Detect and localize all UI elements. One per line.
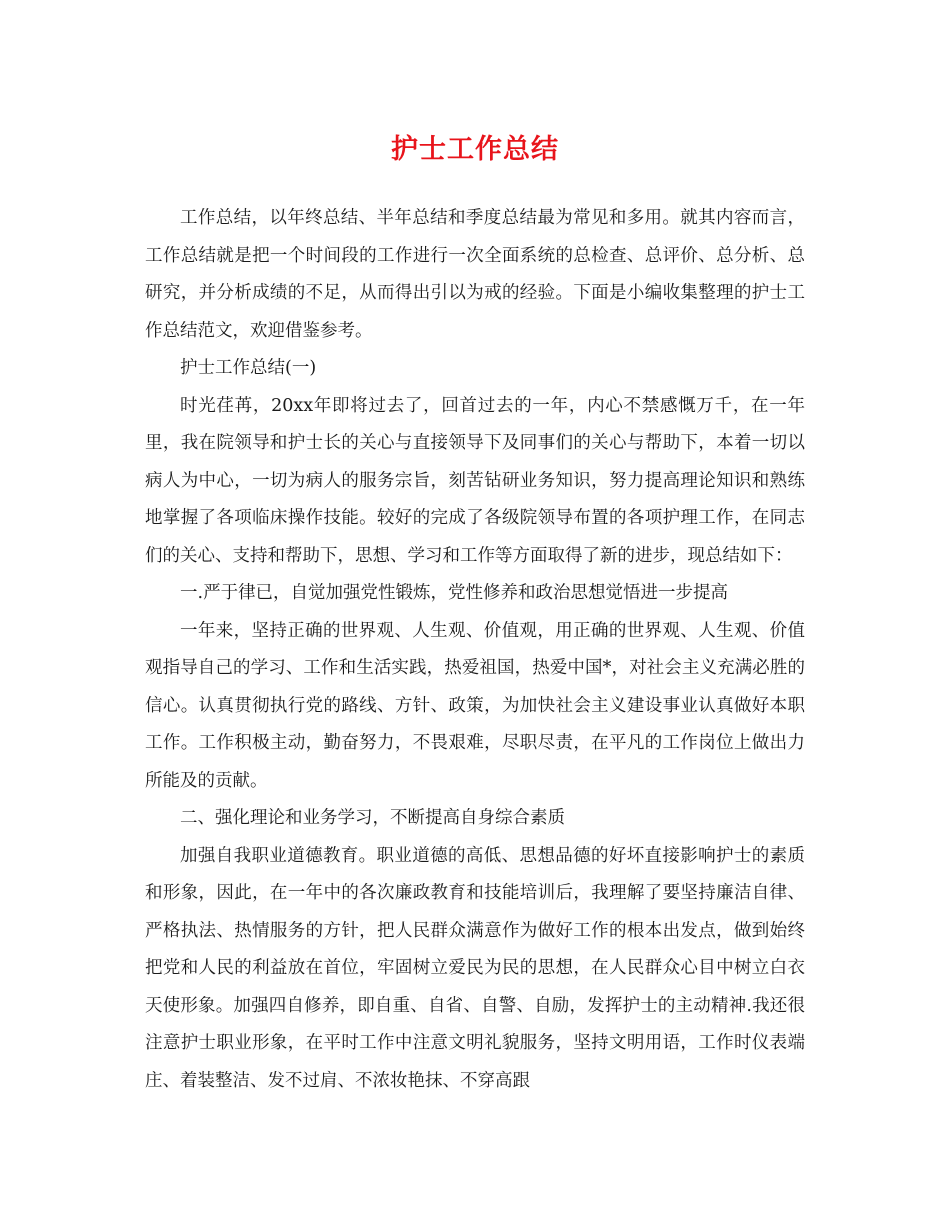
paragraph-section-2: 加强自我职业道德教育。职业道德的高低、思想品德的好坏直接影响护士的素质和形象，因此，在一年中的各次廉政教育和技能培训后，我理解了要坚持廉洁自律、严格执法、热情服务的方针，把人民群众满意作为做好工作的根本出发点，做到始终把党和人民的利益放在首位，牢固树立爱民为民的思想，在人民群众心目中树立白衣天使形象。加强四自修养，即自重、自省、自警、自励，发挥护士的主动精神.我还很注意护士职业形象，在平时工作中注意文明礼貌服务，坚持文明用语，工作时仪表端庄、着装整洁、发不过肩、不浓妆艳抹、不穿高跟 bbox=[145, 845, 805, 1091]
paragraph-intro: 工作总结，以年终总结、半年总结和季度总结最为常见和多用。就其内容而言，工作总结就是把一个时间段的工作进行一次全面系统的总检查、总评价、总分析、总研究，并分析成绩的不足，从而得出引以为戒的经验。下面是小编收集整理的护士工作总结范文，欢迎借鉴参考。 bbox=[145, 208, 805, 341]
section-heading-summary-one: 护士工作总结(一) bbox=[180, 358, 317, 378]
section-heading-2: 二、强化理论和业务学习，不断提高自身综合素质 bbox=[180, 808, 565, 828]
document-body bbox=[145, 200, 805, 1100]
paragraph-opening: 时光荏苒，20xx年即将过去了，回首过去的一年，内心不禁感慨万千，在一年里，我在院领导和护士长的关心与直接领导下及同事们的关心与帮助下，本着一切以病人为中心，一切为病人的服务宗旨，刻苦钻研业务知识，努力提高理论知识和熟练地掌握了各项临床操作技能。较好的完成了各级院领导布置的各项护理工作，在同志们的关心、支持和帮助下，思想、学习和工作等方面取得了新的进步，现总结如下： bbox=[145, 395, 805, 566]
section-heading-1: 一.严于律已，自觉加强党性锻炼，党性修养和政治思想觉悟进一步提高 bbox=[180, 583, 729, 603]
document-title: 护士工作总结 bbox=[391, 134, 559, 165]
paragraph-section-1: 一年来，坚持正确的世界观、人生观、价值观，用正确的世界观、人生观、价值观指导自己的学习、工作和生活实践，热爱祖国，热爱中国*，对社会主义充满必胜的信心。认真贯彻执行党的路线、方针、政策，为加快社会主义建设事业认真做好本职工作。工作积极主动，勤奋努力，不畏艰难，尽职尽责，在平凡的工作岗位上做出力所能及的贡献。 bbox=[145, 620, 805, 791]
